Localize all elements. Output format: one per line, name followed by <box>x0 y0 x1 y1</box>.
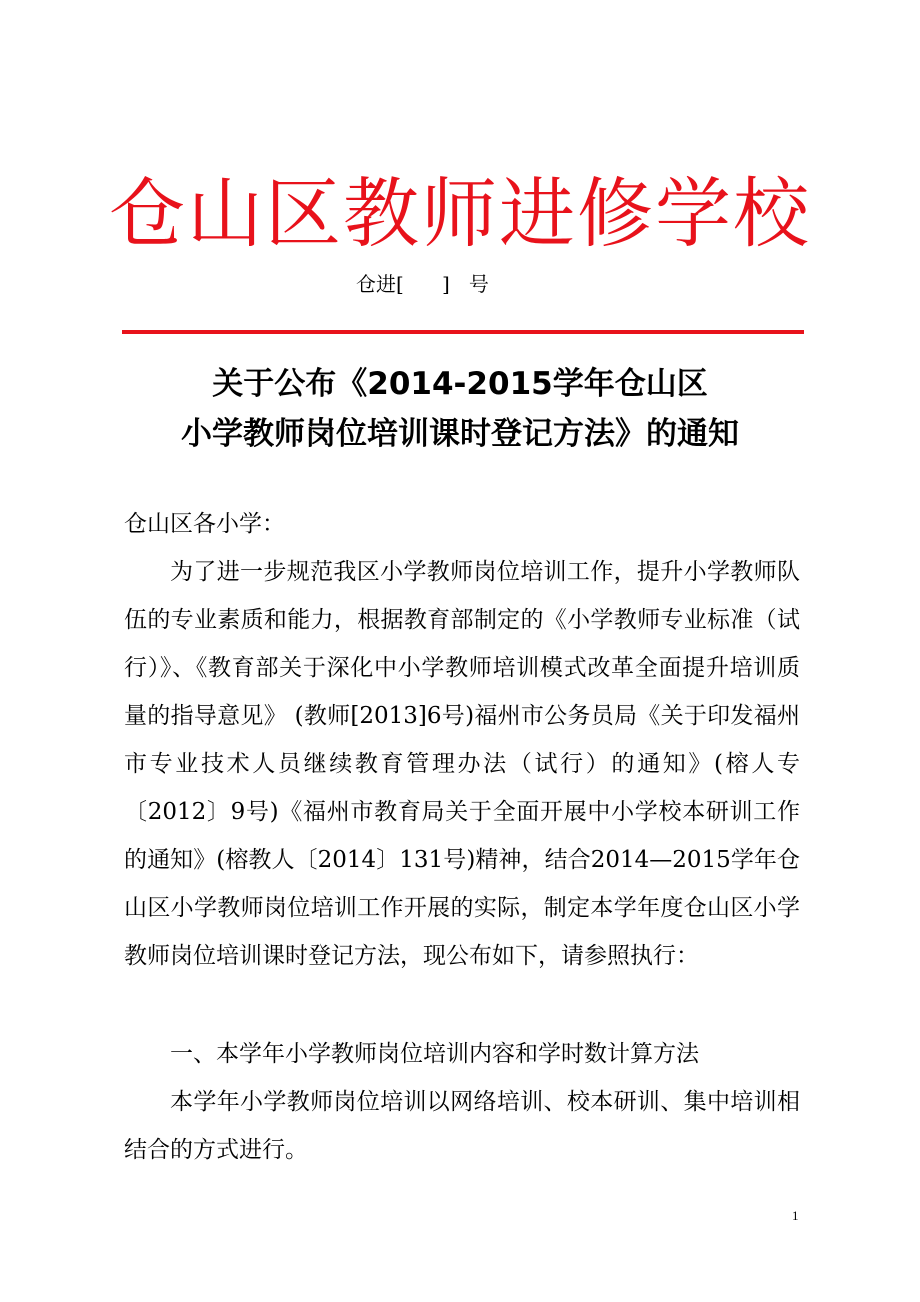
document-number: 仓进[ ] 号 <box>356 272 489 296</box>
letterhead-title: 仓山区教师进修学校 <box>109 169 811 258</box>
letterhead-red-rule <box>122 330 804 334</box>
salutation: 仓山区各小学： <box>124 511 285 537</box>
document-title-line-1: 关于公布《2014-2015学年仓山区 <box>212 366 708 402</box>
page-number: 1 <box>792 1208 799 1223</box>
section-heading-1: 一、本学年小学教师岗位培训内容和学时数计算方法 <box>170 1041 699 1067</box>
body-paragraph-1: 为了进一步规范我区小学教师岗位培训工作，提升小学教师队伍的专业素质和能力，根据教育部制定的《小学教师专业标准（试行）》、《教育部关于深化中小学教师培训模式改革全面提升培训质量的指导意见》 (教师[2013]6号)福州市公务员局《关于印发福州市专业技术人员继续教育管理办法（试行）的通知》(榕人专〔2012〕9号)《福州市教育局关于全面开展中小学校本研训工作的通知》(榕教人〔2014〕131号)精神，结合2014—2015学年仓山区小学教师岗位培训工作开展的实际，制定本学年度仓山区小学教师岗位培训课时登记方法，现公布如下，请参照执行： <box>124 559 800 969</box>
document-title-line-2: 小学教师岗位培训课时登记方法》的通知 <box>181 416 739 452</box>
body-paragraph-2: 本学年小学教师岗位培训以网络培训、校本研训、集中培训相结合的方式进行。 <box>124 1089 800 1163</box>
